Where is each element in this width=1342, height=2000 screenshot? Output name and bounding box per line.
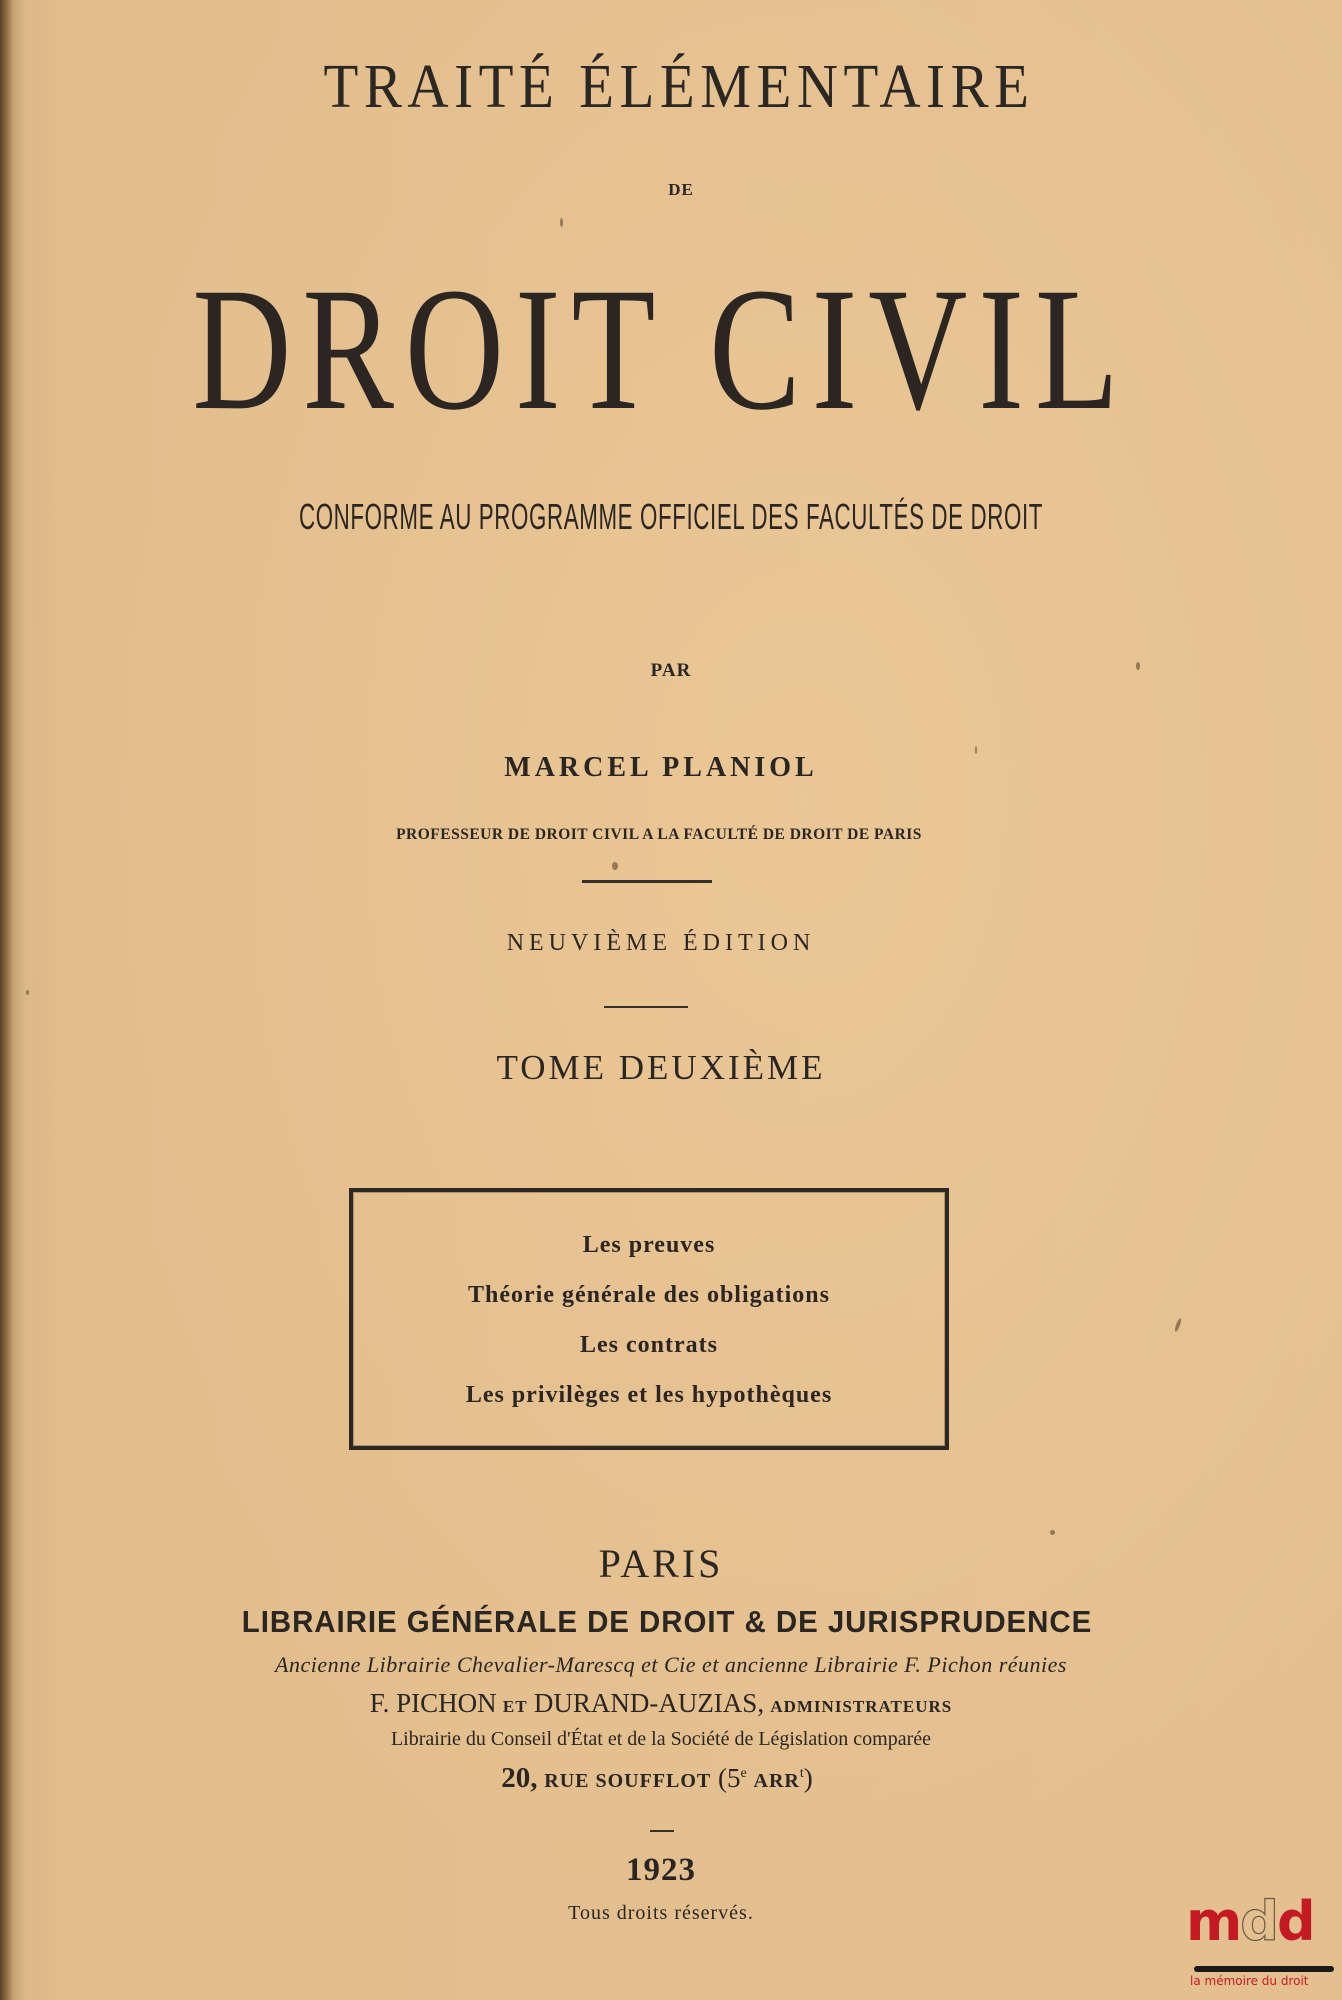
publisher-administrators (0, 1688, 1332, 1719)
paper-speck (612, 862, 618, 870)
main-title: DROIT CIVIL (192, 252, 1130, 447)
publisher-address (0, 1762, 1328, 1795)
contents-item: Théorie générale des obligations (468, 1282, 830, 1308)
address-district-open: (5 (718, 1763, 741, 1793)
publisher-affiliation: Librairie du Conseil d'État et de la Société de Législation comparée (390, 1728, 932, 1750)
subtitle: CONFORME AU PROGRAMME OFFICIEL DES FACULTÉS DE DROIT (298, 496, 1044, 537)
paper-speck (560, 218, 563, 227)
contents-item: Les privilèges et les hypothèques (465, 1382, 833, 1408)
divider-rule (582, 880, 712, 883)
publisher-former-names: Ancienne Librairie Chevalier-Marescq et Cie et ancienne Librairie F. Pichon réunies (275, 1652, 1067, 1677)
mdd-logo-mark: mdd (1186, 1890, 1314, 1953)
title-top: TRAITÉ ÉLÉMENTAIRE (323, 53, 1035, 121)
address-street: RUE SOUFFLOT (544, 1770, 712, 1792)
contents-item: Les preuves (582, 1232, 716, 1258)
address-district-label: ARR (753, 1770, 800, 1792)
address-district-label-sup: t (799, 1766, 804, 1781)
contents-list (353, 1230, 945, 1430)
volume-label: TOME DEUXIÈME (496, 1048, 826, 1087)
author-position: PROFESSEUR DE DROIT CIVIL A LA FACULTÉ DE DROIT DE PARIS (396, 826, 922, 843)
administrators-label: ADMINISTRATEURS (770, 1697, 953, 1716)
administrator-names-2: DURAND-AUZIAS, (533, 1688, 765, 1718)
logo-tagline: la mémoire du droit (1190, 1974, 1309, 1988)
mdd-watermark-logo (1186, 1890, 1336, 1996)
author-name: MARCEL PLANIOL (504, 752, 818, 783)
paper-speck (26, 990, 29, 995)
rights-notice: Tous droits réservés. (568, 1902, 754, 1924)
publisher-name: LIBRAIRIE GÉNÉRALE DE DROIT & DE JURISPRUDENCE (241, 1604, 1093, 1639)
contents-box (349, 1188, 949, 1450)
administrator-names: F. PICHON (369, 1688, 497, 1718)
paper-speck (1136, 662, 1140, 670)
imprint-city: PARIS (598, 1541, 724, 1586)
logo-underline (1194, 1966, 1334, 1972)
edition: NEUVIÈME ÉDITION (506, 930, 816, 956)
paper-speck (1050, 1530, 1055, 1535)
publication-year: 1923 (626, 1852, 696, 1888)
address-district-sup: e (740, 1766, 747, 1781)
administrator-conjunction: ET (502, 1697, 528, 1716)
divider-rule (604, 1006, 688, 1008)
title-connector: DE (668, 180, 694, 199)
paper-speck (975, 746, 977, 754)
paper-speck (1174, 1318, 1183, 1333)
contents-item: Les contrats (580, 1332, 718, 1358)
address-number: 20, (501, 1762, 538, 1794)
address-district-close: ) (803, 1763, 813, 1793)
divider-rule (650, 1830, 674, 1832)
by-label: PAR (650, 660, 692, 681)
